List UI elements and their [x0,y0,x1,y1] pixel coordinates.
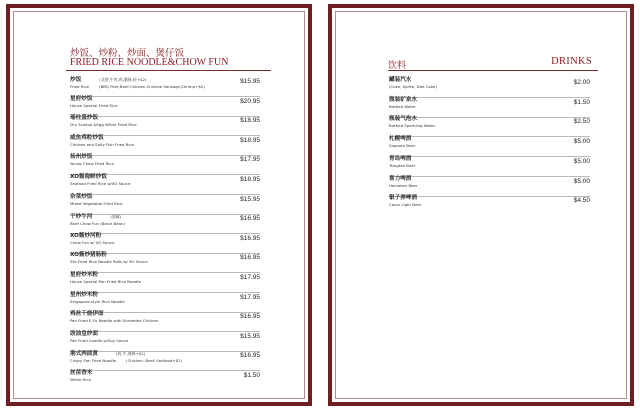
drink-divider [389,156,590,157]
section-title-chinese: 炒饭、炒粉、炒面、煲仔饭 [70,48,185,59]
item-name-english [70,161,260,166]
item-name-english-text: House Special Pan Fried Rice Noodle [70,279,141,284]
drink-name-chinese: 札幌啤酒 [389,136,412,143]
item-price: $18.95 [240,117,260,125]
item-name-english-text: Young Chow Fried Rice [70,161,114,167]
drink-price: $5.00 [573,138,590,146]
drink-name-english: (Coke, Sprite, Diet Coke) [389,84,437,89]
item-name-chinese-text: 咸鱼鸡粒炒饭 [70,134,104,141]
item-name-english-text: Stir-Fried Rice Noodle Rolls w/ XO Sauce [70,259,148,265]
item-name-chinese [70,76,260,84]
menu-item [70,272,260,302]
drink-name-chinese: 青岛啤酒 [389,155,412,162]
item-name-english [70,318,260,323]
item-name-chinese-text: 鸡丝干烧伊面 [70,311,104,318]
item-name-chinese [70,213,260,221]
item-name-chinese [70,331,260,338]
item-divider [70,233,260,234]
drink-price: $5.00 [573,177,590,185]
item-name-english [70,181,260,186]
item-divider [70,214,260,215]
section-title-rule [66,70,271,71]
menu-item [70,154,260,184]
item-price: $17.95 [240,293,260,301]
item-note-chinese: (叉烧,牛肉,鸡,腊肠,虾+$2) [99,77,147,82]
item-name-english [70,259,260,264]
item-name-english-text: Pan Fried E-Fu Noodle with Shredded Chicken [70,318,159,324]
menu-item [70,115,260,145]
item-note-english: (BBQ Pork,Beef,Chicken,Chinese Sausage,Shrimp+$2) [99,84,205,89]
menu-item [70,76,260,106]
menu-item [70,193,260,227]
item-name-english-text: Chicken and Salty Fish Fried Rice [70,141,134,147]
drink-item [389,77,590,107]
drink-price: $4.50 [573,197,590,205]
item-name-english [70,299,260,304]
menu-item [70,252,260,282]
item-name-chinese-text: XO酱海鲜炒饭 [70,174,107,180]
item-divider [70,292,260,293]
drink-name-english: Coors Light Beer [389,202,422,208]
drink-name-chinese: 喜力啤酒 [389,175,412,182]
drinks-menu-page [328,4,634,406]
section-title-english: FRIED RICE NOODLE&CHOW FUN [70,57,229,68]
item-price: $16.95 [240,234,260,242]
item-name-english-text: Crispy Pan Fried Noodle [70,358,117,364]
item-name-english [70,338,260,343]
item-name-english [70,84,260,89]
item-divider [70,194,260,195]
item-name-chinese-text: 豉油皇炒面 [70,330,98,337]
drinks-title-rule [388,70,598,71]
item-name-english [70,377,260,382]
item-name-chinese-text: 杂菜炒饭 [70,193,93,200]
item-name-english [70,358,260,363]
drink-price: $2.50 [573,118,590,126]
food-menu-page [6,4,312,406]
item-name-english [70,122,260,127]
item-name-english [70,221,260,226]
menu-item [70,330,260,364]
item-divider [70,312,260,313]
item-price: $17.95 [240,156,260,164]
item-divider [70,253,260,254]
drink-divider [389,97,590,98]
drink-name-english: Sapporo Beer [389,143,416,149]
menu-item [70,96,260,126]
item-divider [70,96,260,97]
drink-divider [389,117,590,118]
drink-item [389,116,590,149]
menu-item [70,135,260,165]
item-name-chinese [70,292,260,299]
item-name-english [70,240,260,245]
drink-name-chinese: 瓶装矿泉水 [389,96,417,103]
item-divider [70,370,260,371]
item-note-chinese: (豉椒) [110,214,122,220]
item-divider [70,135,260,136]
drink-name-english: Tsingtao Beer [389,162,416,168]
item-divider [70,351,260,352]
drink-name-chinese: 银子弹啤酒 [389,195,417,202]
item-name-english [70,142,260,147]
item-price: $1.50 [243,372,260,379]
menu-item [70,370,260,400]
item-name-chinese [70,350,260,358]
item-name-chinese-text: 炒饭 [70,77,82,83]
item-name-english-text: Chow Fun w/ XO Sauce [70,239,115,245]
item-name-english-text: Pan Fried noodle w/Soy Sauce [70,337,129,343]
item-name-english-text: White Rice [70,377,91,382]
item-price: $15.95 [240,332,260,340]
menu-item [70,174,260,204]
item-price: $16.95 [240,352,260,360]
item-name-chinese [70,135,260,142]
item-price: $20.95 [240,97,260,105]
item-note-chinese: (鸡,牛,海鲜+$2) [115,351,146,357]
item-price: $16.95 [240,313,260,321]
item-name-chinese-text: 干炒牛河 [70,214,93,221]
drink-item [389,136,590,166]
menu-item [70,213,260,243]
item-divider [70,272,260,273]
drink-item [389,97,590,127]
item-price: $18.95 [240,136,260,144]
item-price: $16.95 [240,215,260,223]
item-name-english-text: Fried Rice [70,84,90,89]
drink-divider [389,136,590,137]
item-name-chinese-text: 星府炒饭 [70,95,93,102]
drink-price: $2.00 [573,79,590,86]
drink-item [389,195,590,225]
drink-name-chinese: 罐装汽水 [389,77,412,83]
item-name-chinese-text: 星府炒米粉 [70,272,98,278]
item-name-english [70,279,260,284]
item-price: $15.95 [240,78,260,85]
item-name-english-text: Mixed Vegetable Fried Rice [70,200,123,206]
item-name-chinese [70,96,260,103]
item-name-chinese [70,370,260,377]
drink-name-english: Heineken Beer [389,182,418,188]
item-price: $16.95 [240,254,260,262]
drinks-title-chinese: 饮料 [388,61,407,71]
item-name-chinese-text: 瑶柱蛋炒饭 [70,115,98,122]
item-divider [70,155,260,156]
item-name-english [70,103,260,108]
item-name-chinese-text: XO酱炒河粉 [70,232,102,239]
item-name-chinese [70,272,260,279]
item-name-chinese [70,233,260,240]
item-name-chinese-text: 港式两面黄 [70,351,98,358]
drink-name-english: Bottled Water [389,103,416,109]
menu-item [70,350,260,380]
item-name-chinese-text: 扬州炒饭 [70,154,93,161]
item-divider [70,116,260,117]
drink-name-chinese: 瓶装气泡水 [389,116,417,123]
menu-item [70,233,260,263]
item-name-english-text: Dry Scallop &Egg White Fried Rice [70,122,137,128]
item-divider [70,174,260,175]
menu-item [70,311,260,341]
item-name-chinese-text: XO酱炒猪肠粉 [70,252,107,259]
item-name-english-text: Beef Chow Fun (Black Bean) [70,221,125,227]
item-name-english [70,201,260,206]
item-name-english-text: Seafood Fried Rice w/XO Sauce [70,181,131,186]
item-price: $15.95 [240,195,260,203]
drinks-title-english: DRINKS [551,56,592,67]
drink-item [389,176,590,206]
item-name-english-text: House Special Fried Rice [70,102,118,108]
drink-name-english: Bottled Sparkling Water [389,123,436,129]
drink-divider [389,196,590,197]
item-note-english: (Chicken..Beef..Seafood+$2) [126,358,183,364]
drink-price: $5.00 [573,157,590,165]
drink-item [389,156,590,186]
item-name-english-text: Singapore-style Rice Noodle [70,298,125,304]
item-price: $18.95 [240,176,260,183]
drink-divider [389,176,590,177]
item-price: $17.95 [240,274,260,281]
item-name-chinese [70,194,260,201]
item-name-chinese-text: 丝苗香米 [70,370,93,376]
drink-price: $1.50 [573,98,590,106]
item-divider [70,331,260,332]
item-name-chinese [70,174,260,181]
menu-item [70,292,260,322]
item-name-chinese-text: 星州炒米粉 [70,291,98,298]
